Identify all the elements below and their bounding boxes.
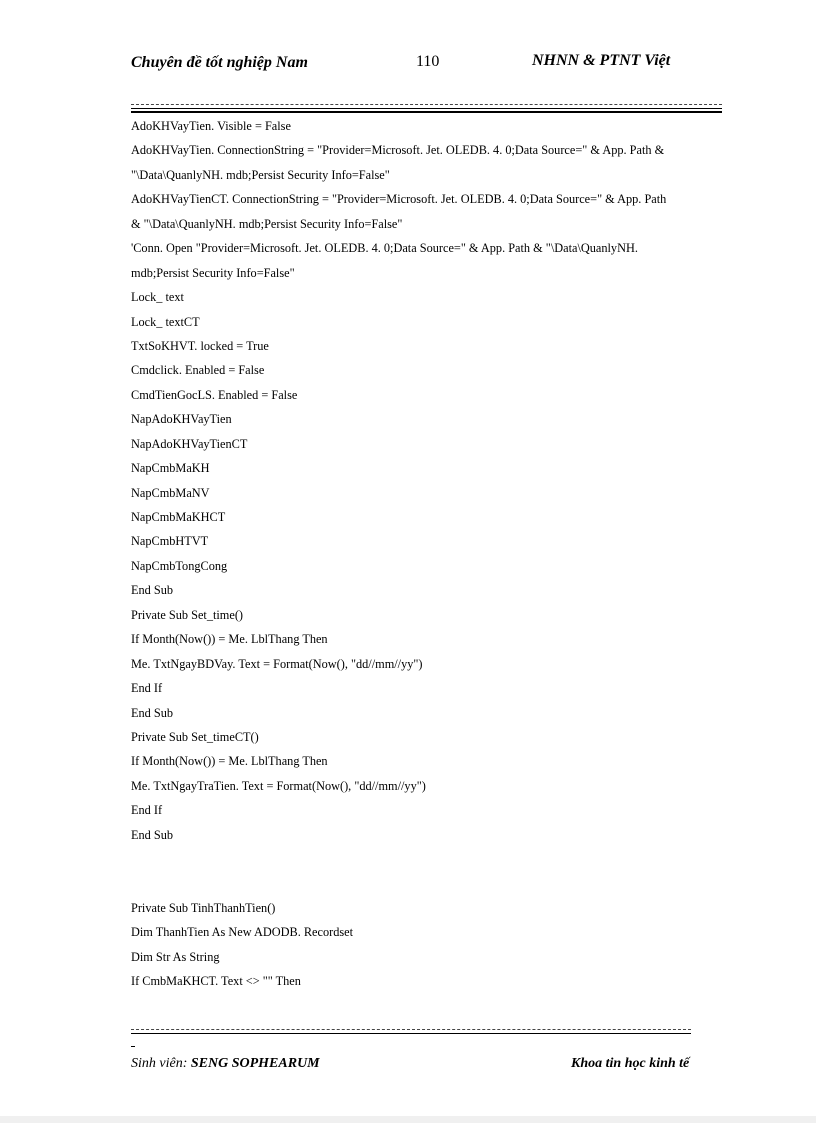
code-line: NapCmbHTVT: [131, 534, 209, 549]
code-line: Me. TxtNgayTraTien. Text = Format(Now(), "dd//mm//yy"): [131, 778, 426, 793]
code-line: AdoKHVayTien. Visible = False: [131, 119, 291, 133]
footer-student: [131, 1056, 320, 1072]
code-line: If Month(Now()) = Me. LblThang Then: [131, 754, 328, 769]
code-line: If Month(Now()) = Me. LblThang Then: [131, 632, 328, 647]
code-line: 'Conn. Open "Provider=Microsoft. Jet. OLEDB. 4. 0;Data Source=" & App. Path & "\Data\QuanlyNH.: [131, 241, 638, 256]
footer-student-name: SENG SOPHEARUM: [190, 1056, 320, 1071]
code-line: NapCmbMaKHCT: [131, 510, 226, 524]
code-line: End If: [131, 681, 163, 696]
code-line: CmdTienGocLS. Enabled = False: [131, 387, 298, 402]
code-line: NapAdoKHVayTien: [131, 412, 232, 427]
code-line: "\Data\QuanlyNH. mdb;Persist Security Info=False": [131, 167, 390, 182]
footer-dashed-rule: [131, 1029, 691, 1030]
footer-rule: [131, 1033, 691, 1034]
code-line: Lock_ text: [131, 290, 184, 305]
code-line: NapCmbTongCong: [131, 558, 228, 573]
code-line: NapCmbMaKH: [131, 461, 210, 476]
code-listing: [131, 114, 723, 994]
header-organization: NHNN & PTNT Việt: [532, 52, 671, 69]
code-line: Private Sub Set_time(): [131, 607, 244, 622]
code-line: End Sub: [131, 827, 174, 842]
header-dashed-rule: [131, 104, 722, 105]
code-line: Private Sub Set_timeCT(): [131, 729, 259, 744]
code-line: End Sub: [131, 705, 174, 720]
code-line: If CmbMaKHCT. Text <> "" Then: [131, 974, 301, 989]
code-line: AdoKHVayTien. ConnectionString = "Provider=Microsoft. Jet. OLEDB. 4. 0;Data Source=" & App. Path &: [131, 143, 665, 158]
code-line: [131, 847, 723, 871]
code-line: Dim Str As String: [131, 949, 220, 964]
header-document-title: Chuyên đề tốt nghiệp Nam: [131, 54, 308, 71]
page-bottom-edge: [0, 1116, 816, 1123]
code-line: [131, 872, 723, 896]
code-line: & "\Data\QuanlyNH. mdb;Persist Security Info=False": [131, 216, 403, 231]
code-line: NapCmbMaNV: [131, 485, 210, 500]
code-line: mdb;Persist Security Info=False": [131, 265, 295, 280]
code-line: AdoKHVayTienCT. ConnectionString = "Provider=Microsoft. Jet. OLEDB. 4. 0;Data Source=" & App. Path: [131, 192, 667, 207]
page-number: 110: [416, 53, 440, 70]
code-line: TxtSoKHVT. locked = True: [131, 338, 269, 353]
code-line: Me. TxtNgayBDVay. Text = Format(Now(), "dd//mm//yy"): [131, 656, 423, 671]
footer-department: Khoa tin học kinh tế: [571, 1056, 690, 1071]
code-line: Lock_ textCT: [131, 314, 200, 329]
footer-tick-mark: [131, 1046, 135, 1047]
header-rule-bottom: [131, 111, 722, 113]
code-line: Private Sub TinhThanhTien(): [131, 901, 276, 915]
code-line: End Sub: [131, 583, 174, 598]
code-line: Cmdclick. Enabled = False: [131, 363, 265, 378]
header-rule-top: [131, 108, 722, 109]
footer-student-label: Sinh viên:: [131, 1056, 191, 1071]
code-line: Dim ThanhTien As New ADODB. Recordset: [131, 925, 354, 940]
code-line: End If: [131, 803, 163, 818]
code-line: NapAdoKHVayTienCT: [131, 436, 248, 451]
